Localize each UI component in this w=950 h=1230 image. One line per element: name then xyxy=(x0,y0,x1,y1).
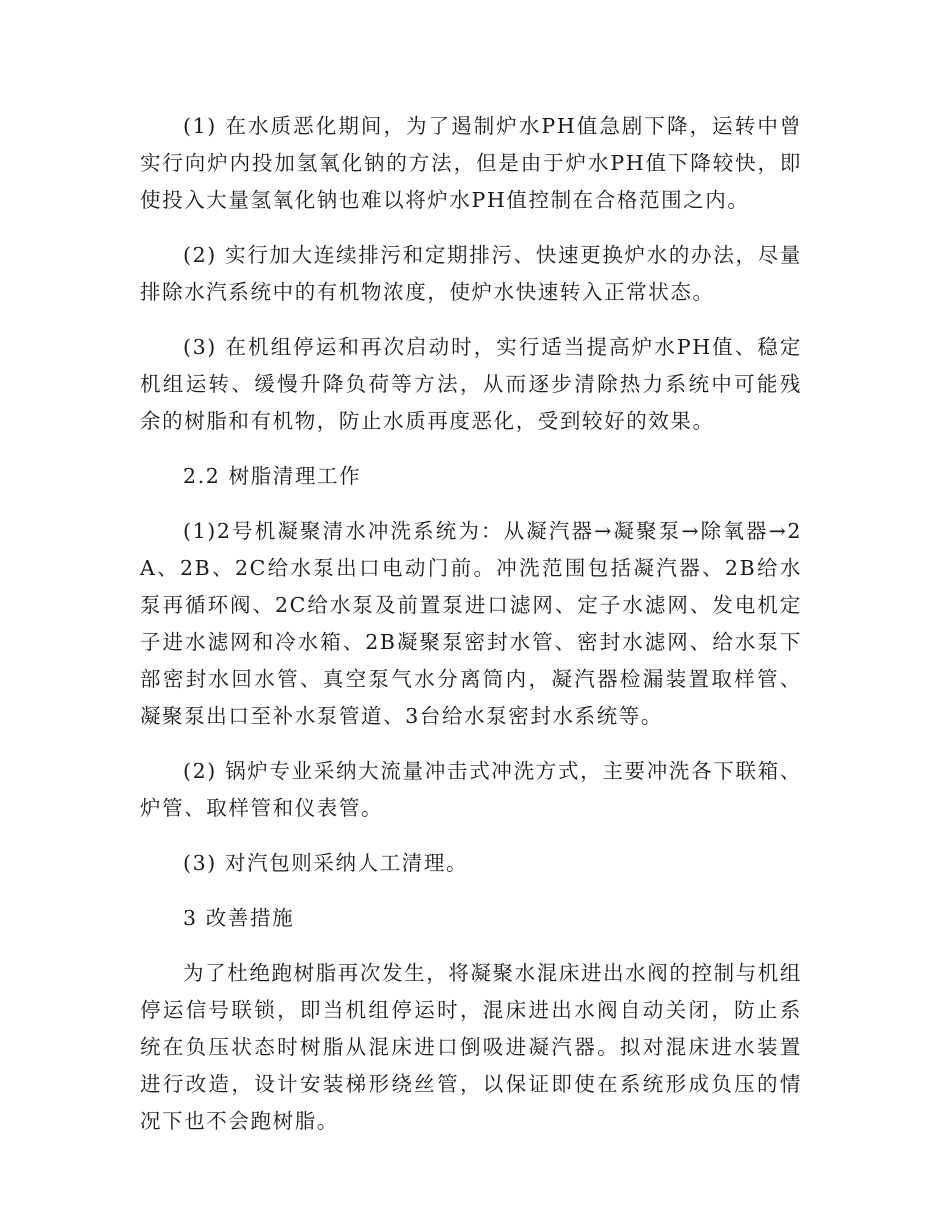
section-heading-improvements: 3 改善措施 xyxy=(183,906,295,930)
paragraph-drum-cleaning: (3) 对汽包则采纳人工清理。 xyxy=(183,851,469,875)
paragraph-restart: (3) 在机组停运和再次启动时，实行适当提高炉水PH值、稳定机组运转、缓慢升降负荷等方法，从而逐步清除热力系统中可能残余的树脂和有机物，防止水质再度恶化，受到较好的效果。 xyxy=(140,335,802,433)
paragraph-boiler-flushing: (2) 锅炉专业采纳大流量冲击式冲洗方式，主要冲洗各下联箱、炉管、取样管和仪表管。 xyxy=(140,759,802,820)
paragraph-flushing-system: (1)2号机凝聚清水冲洗系统为：从凝汽器→凝聚泵→除氧器→2A、2B、2C给水泵出口电动门前。冲洗范围包括凝汽器、2B给水泵再循环阀、2C给水泵及前置泵进口滤网、定子水滤网、发电机定子进水滤网和冷水箱、2B凝聚泵密封水管、密封水滤网、给水泵下部密封水回水管、真空泵气水分离筒内，凝汽器检漏装置取样管、凝聚泵出口至补水泵管道、3台给水泵密封水系统等。 xyxy=(140,519,802,728)
paragraph-ph-control: (1) 在水质恶化期间，为了遏制炉水PH值急剧下降，运转中曾实行向炉内投加氢氧化钠的方法，但是由于炉水PH值下降较快，即使投入大量氢氧化钠也难以将炉水PH值控制在合格范围之内。 xyxy=(140,114,802,212)
document-page xyxy=(140,108,802,1158)
paragraph-blowdown: (2) 实行加大连续排污和定期排污、快速更换炉水的办法，尽量排除水汽系统中的有机物浓度，使炉水快速转入正常状态。 xyxy=(140,243,802,304)
paragraph-improvement-measures: 为了杜绝跑树脂再次发生，将凝聚水混床进出水阀的控制与机组停运信号联锁，即当机组停运时，混床进出水阀自动关闭，防止系统在负压状态时树脂从混床进口倒吸进凝汽器。拟对混床进水装置进行改造，设计安装梯形绕丝管，以保证即使在系统形成负压的情况下也不会跑树脂。 xyxy=(140,961,802,1133)
section-heading-resin-cleanup: 2.2 树脂清理工作 xyxy=(183,464,362,488)
